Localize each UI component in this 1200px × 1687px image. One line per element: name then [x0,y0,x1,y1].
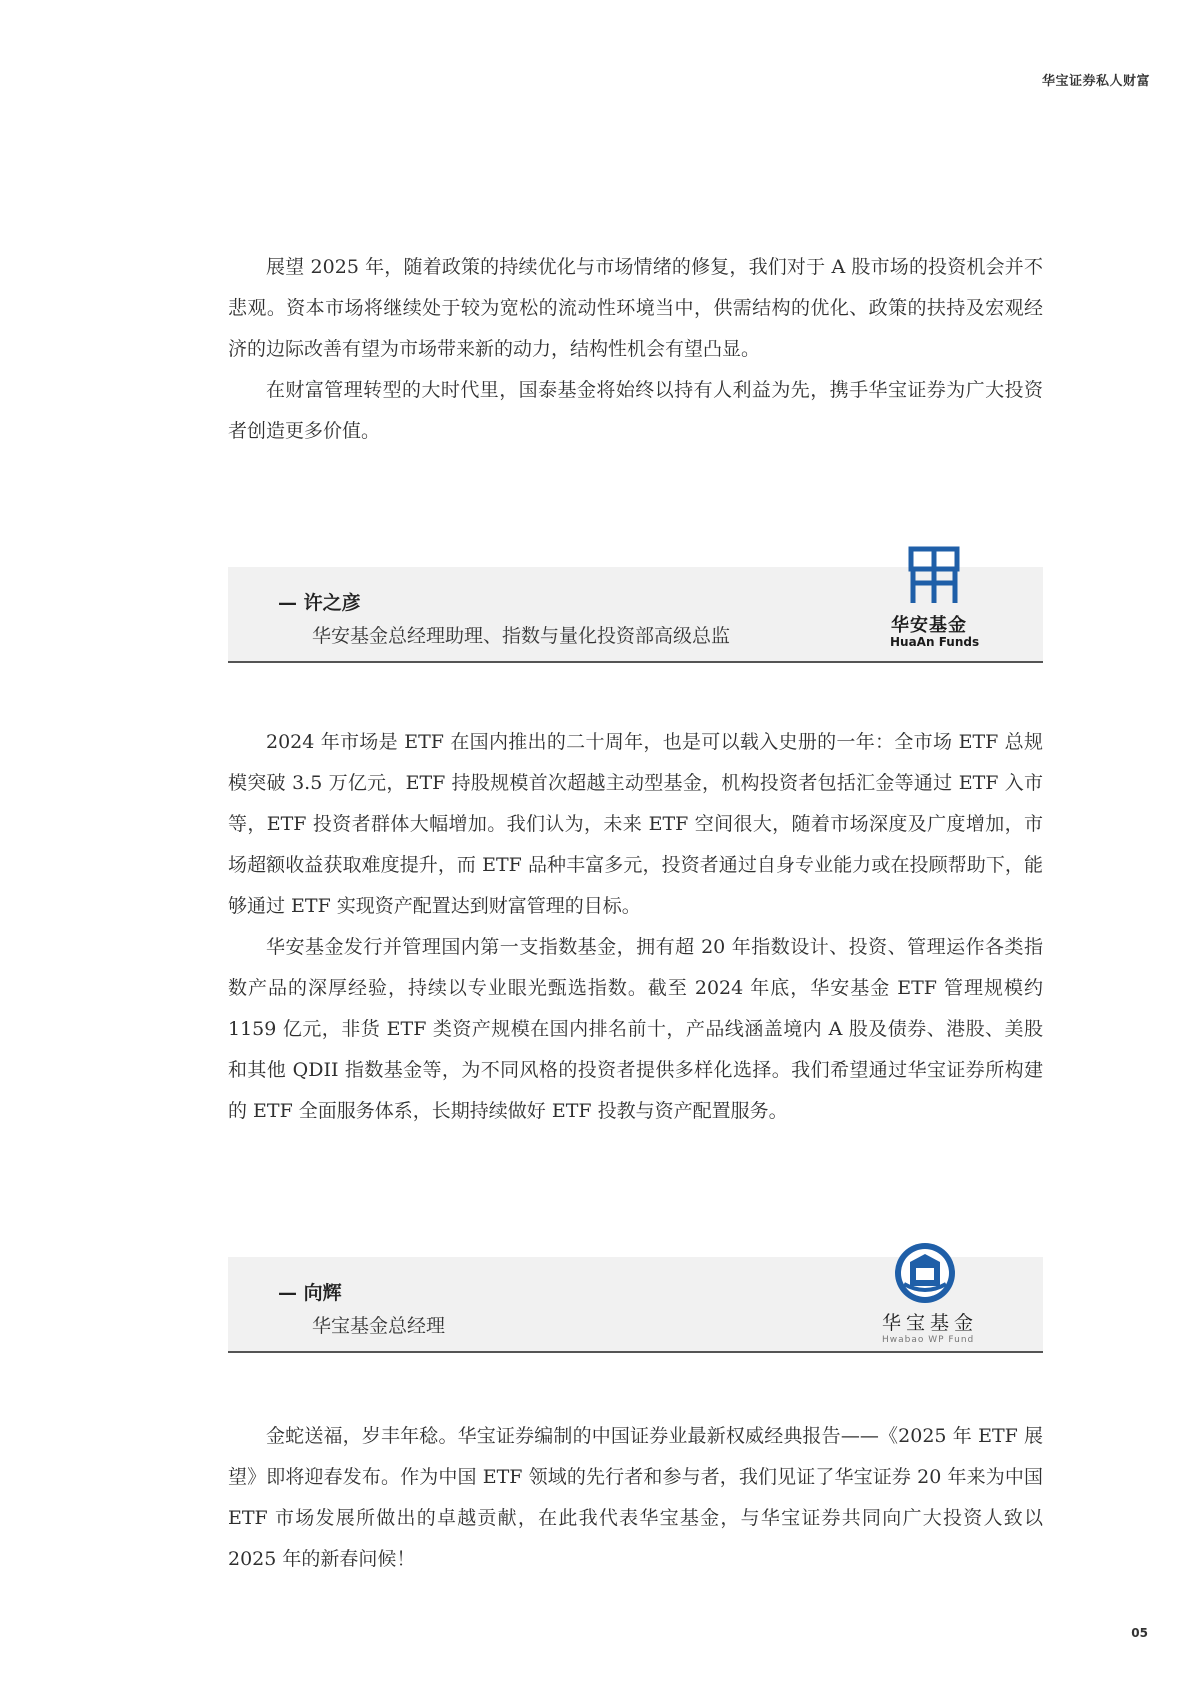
section-hwabao [228,1416,1043,1580]
paragraph: 华安基金发行并管理国内第一支指数基金，拥有超 20 年指数设计、投资、管理运作各类指数产品的深厚经验，持续以专业眼光甄选指数。截至 2024 年底，华安基金 ETF 管理规模约 1159 亿元，非货 ETF 类资产规模在国内排名前十，产品线涵盖境内 A 股及债券、港股、美股和其他 QDII 指数基金等，为不同风格的投资者提供多样化选择。我们希望通过华宝证券所构建的 ETF 全面服务体系，长期持续做好 ETF 投教与资产配置服务。 [228,936,1043,1122]
huaan-logo-icon [875,545,995,609]
paragraph: 2024 年市场是 ETF 在国内推出的二十周年，也是可以载入史册的一年：全市场 ETF 总规模突破 3.5 万亿元，ETF 持股规模首次超越主动型基金，机构投资者包括汇金等通过 ETF 入市等，ETF 投资者群体大幅增加。我们认为，未来 ETF 空间很大，随着市场深度及广度增加，市场超额收益获取难度提升，而 ETF 品种丰富多元，投资者通过自身专业能力或在投顾帮助下，能够通过 ETF 实现资产配置达到财富管理的目标。 [228,731,1043,917]
huaan-logo [875,545,995,655]
running-header: 华宝证券私人财富 [1041,74,1150,89]
hwabao-logo-cn: 华宝基金 [882,1312,979,1334]
speaker-role: 华宝基金总经理 [312,1315,446,1337]
huaan-logo-cn: 华安基金 [891,615,967,636]
section-outlook [228,247,1043,452]
page-number: 05 [1131,1626,1148,1640]
huaan-logo-en: HuaAn Funds [890,635,980,649]
paragraph: 金蛇送福，岁丰年稔。华宝证券编制的中国证券业最新权威经典报告——《2025 年 ETF 展望》即将迎春发布。作为中国 ETF 领域的先行者和参与者，我们见证了华宝证券 20 年来为中国 ETF 市场发展所做出的卓越贡献，在此我代表华宝基金，与华宝证券共同向广大投资人致以 2025 年的新春问候！ [228,1425,1043,1570]
hwabao-logo-icon [870,1240,1000,1306]
paragraph: 在财富管理转型的大时代里，国泰基金将始终以持有人利益为先，携手华宝证券为广大投资者创造更多价值。 [228,379,1043,442]
hwabao-logo [870,1240,1000,1350]
speaker-role: 华安基金总经理助理、指数与量化投资部高级总监 [312,625,731,647]
speaker-name: — 许之彦 [278,592,361,614]
speaker-name: — 向辉 [278,1282,342,1304]
hwabao-logo-en: Hwabao WP Fund [882,1335,975,1345]
section-huaan [228,722,1043,1132]
paragraph: 展望 2025 年，随着政策的持续优化与市场情绪的修复，我们对于 A 股市场的投资机会并不悲观。资本市场将继续处于较为宽松的流动性环境当中，供需结构的优化、政策的扶持及宏观经济的边际改善有望为市场带来新的动力，结构性机会有望凸显。 [228,256,1043,360]
